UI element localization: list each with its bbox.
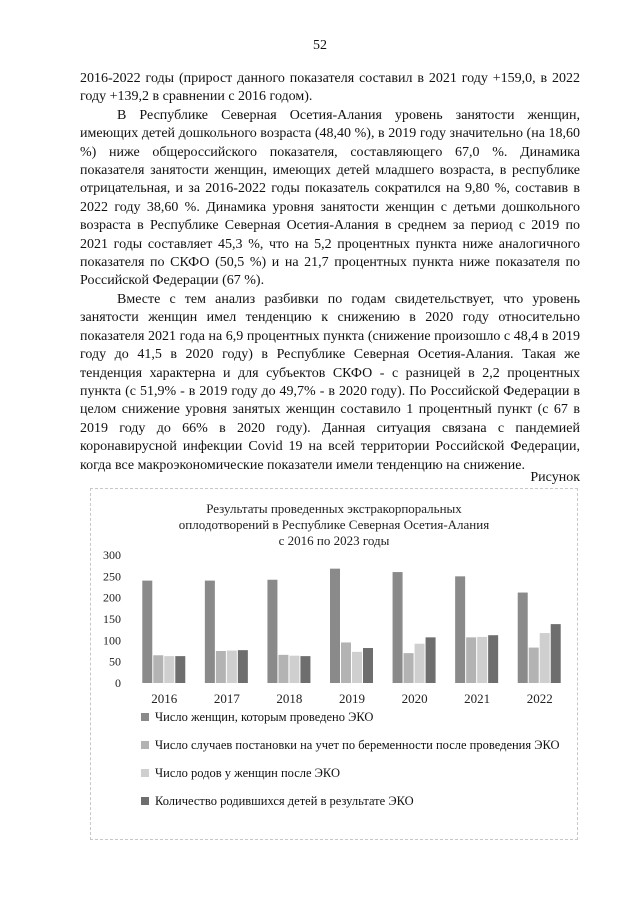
bar-2022-series-2 <box>529 648 539 683</box>
y-tick-label: 150 <box>103 612 121 626</box>
bar-2020-series-3 <box>415 644 425 683</box>
chart-title-line: Результаты проведенных экстракорпоральных <box>206 501 462 516</box>
x-tick-label: 2018 <box>276 691 303 706</box>
body-text <box>80 70 580 475</box>
legend-label: Число женщин, которым проведено ЭКО <box>155 710 374 724</box>
paragraph-3: Вместе с тем анализ разбивки по годам свидетельствует, что уровень занятости женщин имел тенденцию к снижению в 2020 году относительно показателя 2021 года на 6,9 процентных пункта (снижение произошло с 48,4 в 2019 году до 41,5 в 2020 году) в Республике Северная Осетия-Алания. Такая же тенденция характерна и для субъектов СКФО - с разницей в 2,2 процентных пункта (с 51,9% - в 2019 году до 49,7% - в 2020 году). По Российской Федерации в целом снижение уровня занятых женщин составило 1 процентный пункт (с 67 в 2019 году до 66% в 2020 году). Данная ситуация связана с пандемией коронавирусной инфекции Covid 19 на всей территории Российской Федерации, когда все макроэкономические показатели имели тенденцию на снижение. <box>80 291 580 473</box>
y-tick-label: 50 <box>109 654 121 669</box>
bar-2018-series-3 <box>289 656 299 683</box>
chart-title-line: оплодотворений в Республике Северная Осетия-Алания <box>178 517 490 532</box>
y-tick-label: 300 <box>103 548 121 562</box>
bar-2016-series-4 <box>175 656 185 683</box>
legend-swatch <box>141 741 149 749</box>
y-tick-label: 250 <box>103 569 121 584</box>
chart-legend <box>141 709 561 821</box>
legend-item <box>141 737 561 753</box>
paragraph-2: В Республике Северная Осетия-Алания уровень занятости женщин, имеющих детей дошкольного возраста (48,40 %), в 2019 году значительно (на 18,60 %) ниже общероссийского показателя, составляющего 67,0 %. Динамика показателя занятости женщин, имеющих детей младшего возраста, в республике отрицательная, и за 2016-2022 годы показатель сократился на 9,80 %, составив в 2022 году 38,60 %. Динамика уровня занятости женщин с детьми дошкольного возраста в Республике Северная Осетия-Алания в среднем за период с 2019 по 2021 годы составляет 45,3 %, что на 5,2 процентных пункта ниже аналогичного показателя по СКФО (50,5 %) и на 21,7 процентных пункта ниже показателя по Российской Федерации (67 %). <box>80 107 580 289</box>
bar-2019-series-2 <box>341 642 351 683</box>
bar-2019-series-1 <box>330 569 340 683</box>
bar-2022-series-4 <box>551 624 561 683</box>
legend-swatch <box>141 797 149 805</box>
bar-2018-series-4 <box>300 656 310 683</box>
bar-2021-series-1 <box>455 576 465 683</box>
x-tick-label: 2021 <box>464 691 491 706</box>
bar-2020-series-1 <box>393 572 403 683</box>
legend-item <box>141 709 561 725</box>
chart-title <box>179 501 489 548</box>
legend-item <box>141 765 561 781</box>
bar-2016-series-3 <box>164 656 174 683</box>
paragraph-1: 2016-2022 годы (прирост данного показателя составил в 2021 году +159,0, в 2022 году +139,2 в сравнении с 2016 годом). <box>80 71 580 105</box>
legend-label: Количество родившихся детей в результате ЭКО <box>155 794 414 808</box>
bar-2018-series-2 <box>278 655 288 683</box>
x-tick-label: 2016 <box>151 691 178 706</box>
legend-item <box>141 793 561 809</box>
y-axis <box>103 548 121 690</box>
legend-label: Число случаев постановки на учет по беременности после проведения ЭКО <box>155 738 560 752</box>
x-axis <box>151 691 552 706</box>
x-tick-label: 2020 <box>401 691 428 706</box>
legend-swatch <box>141 713 149 721</box>
y-tick-label: 200 <box>103 590 121 605</box>
x-tick-label: 2017 <box>213 691 240 706</box>
bar-2018-series-1 <box>267 580 277 683</box>
x-tick-label: 2022 <box>526 691 553 706</box>
bar-2017-series-2 <box>216 651 226 683</box>
bar-2022-series-3 <box>540 633 550 683</box>
bar-2020-series-4 <box>426 637 436 683</box>
chart-title-line: с 2016 по 2023 годы <box>278 533 390 548</box>
bar-2020-series-2 <box>404 653 414 683</box>
bar-2022-series-1 <box>518 593 528 683</box>
legend-label: Число родов у женщин после ЭКО <box>155 766 340 780</box>
bar-2017-series-4 <box>238 650 248 683</box>
figure-label: Рисунок <box>530 470 580 485</box>
y-tick-label: 0 <box>115 676 121 690</box>
page-number: 52 <box>313 38 327 53</box>
bar-2021-series-4 <box>488 635 498 683</box>
bar-2019-series-3 <box>352 652 362 683</box>
bar-2021-series-3 <box>477 637 487 683</box>
bar-2021-series-2 <box>466 637 476 683</box>
bar-2016-series-1 <box>142 581 152 683</box>
bar-2016-series-2 <box>153 655 163 683</box>
x-tick-label: 2019 <box>339 691 365 706</box>
bar-2017-series-3 <box>227 651 237 683</box>
ivf-results-chart <box>90 488 578 840</box>
legend-swatch <box>141 769 149 777</box>
chart-bars <box>142 569 560 683</box>
bar-2017-series-1 <box>205 581 215 683</box>
bar-2019-series-4 <box>363 648 373 683</box>
y-tick-label: 100 <box>103 633 121 648</box>
